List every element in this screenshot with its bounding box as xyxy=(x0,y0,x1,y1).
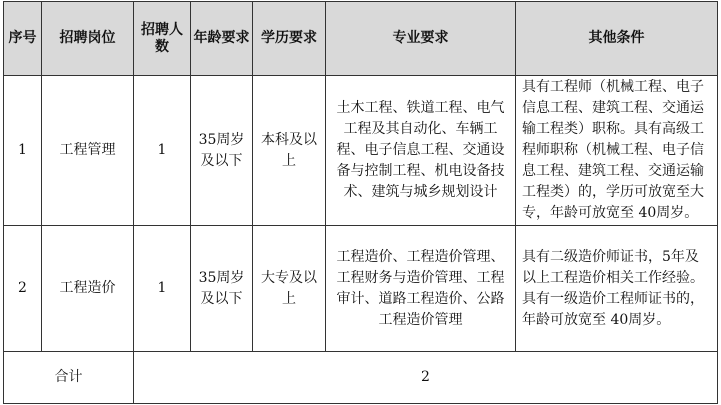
table-header-row xyxy=(4,2,718,76)
total-row xyxy=(4,352,718,404)
cell-major: 土木工程、铁道工程、电气工程及其自动化、车辆工程、电子信息工程、交通设备与控制工程、机电设备技术、建筑与城乡规划设计 xyxy=(326,76,516,226)
table-row xyxy=(4,76,718,226)
cell-age: 35周岁及以下 xyxy=(191,76,253,226)
cell-major: 工程造价、工程造价管理、工程财务与造价管理、工程审计、道路工程造价、公路工程造价管理 xyxy=(326,226,516,352)
total-label: 合计 xyxy=(4,352,134,404)
header-age: 年龄要求 xyxy=(191,2,253,76)
cell-position: 工程管理 xyxy=(42,76,134,226)
cell-count: 1 xyxy=(134,76,191,226)
cell-education: 大专及以上 xyxy=(253,226,326,352)
header-count: 招聘人数 xyxy=(134,2,191,76)
header-other: 其他条件 xyxy=(516,2,718,76)
header-seq: 序号 xyxy=(4,2,42,76)
cell-age: 35周岁及以下 xyxy=(191,226,253,352)
header-education: 学历要求 xyxy=(253,2,326,76)
cell-seq: 1 xyxy=(4,76,42,226)
table-row xyxy=(4,226,718,352)
cell-count: 1 xyxy=(134,226,191,352)
header-major: 专业要求 xyxy=(326,2,516,76)
header-position: 招聘岗位 xyxy=(42,2,134,76)
cell-other: 具有工程师（机械工程、电子信息工程、建筑工程、交通运输工程类）职称。具有高级工程师职称（机械工程、电子信息工程、建筑工程、交通运输工程类）的，学历可放宽至大专，年龄可放宽至 40周岁。 xyxy=(516,76,718,226)
cell-other: 具有二级造价师证书，5年及以上工程造价相关工作经验。具有一级造价工程师证书的，年龄可放宽至 40周岁。 xyxy=(516,226,718,352)
recruitment-table xyxy=(3,1,718,404)
total-value: 2 xyxy=(134,352,718,404)
cell-education: 本科及以上 xyxy=(253,76,326,226)
cell-position: 工程造价 xyxy=(42,226,134,352)
cell-seq: 2 xyxy=(4,226,42,352)
